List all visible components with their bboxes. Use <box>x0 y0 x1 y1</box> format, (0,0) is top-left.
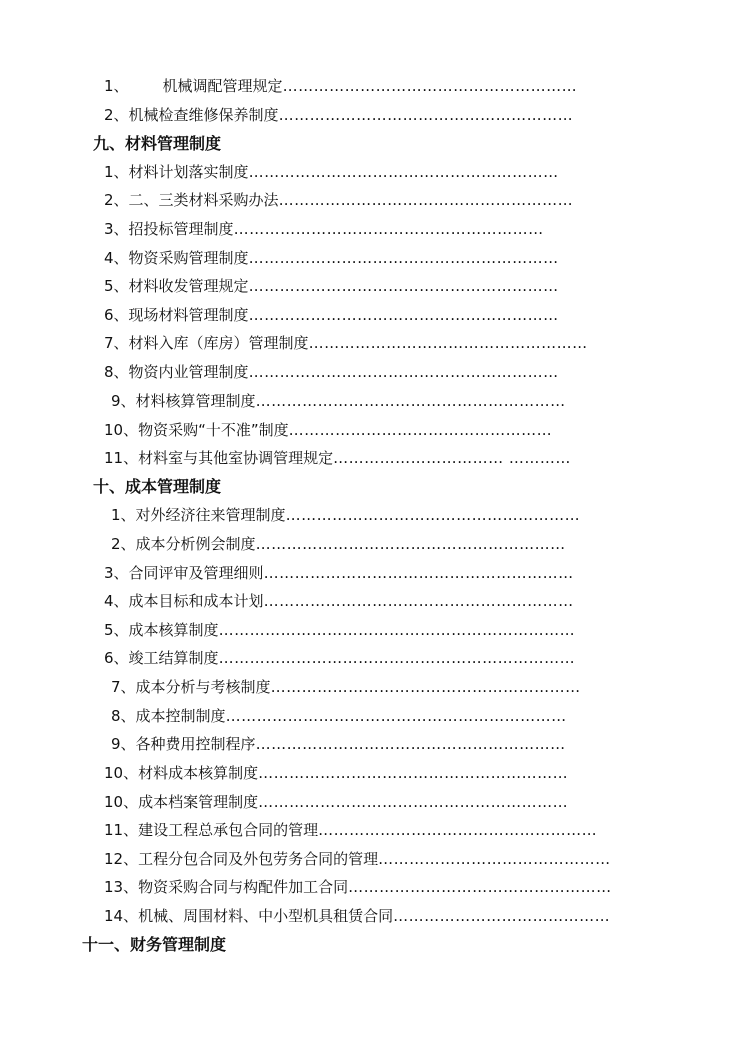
toc-entry-number: 14、 <box>104 907 139 925</box>
toc-leader-dots: …………………………………………… <box>348 878 612 896</box>
toc-leader-dots: …………………………………………… <box>288 421 553 439</box>
toc-leader-dots: …………………………………………………… <box>255 535 566 553</box>
toc-leader-dots: …………………………………………………………… <box>218 621 576 639</box>
toc-leader-dots: …………………………………………………… <box>258 793 569 811</box>
toc-entry <box>104 560 574 586</box>
toc-entry-number: 11、 <box>104 821 139 839</box>
toc-entry <box>104 73 577 99</box>
toc-entry <box>104 302 559 328</box>
toc-entry-title: 机械检查维修保养制度 <box>128 106 279 124</box>
toc-entry-title: 材料收发管理规定 <box>128 277 249 295</box>
toc-entry <box>104 245 559 271</box>
toc-entry-number: 7、 <box>104 334 129 352</box>
toc-entry-title: 材料室与其他室协调管理规定 <box>138 449 334 467</box>
toc-entry <box>104 445 571 471</box>
toc-entry-title: 建设工程总承包合同的管理 <box>138 821 319 839</box>
section-heading: 九、材料管理制度 <box>93 134 222 153</box>
toc-entry <box>104 159 559 185</box>
toc-entry-number: 8、 <box>104 363 129 381</box>
toc-entry <box>104 617 575 643</box>
toc-leader-dots: ………………………………………………………… <box>225 707 567 725</box>
toc-entry <box>111 502 580 528</box>
toc-entry-title: 材料计划落实制度 <box>128 163 249 181</box>
toc-entry-number: 6、 <box>104 649 129 667</box>
toc-leader-dots: ……………………………………… <box>378 850 611 868</box>
toc-entry-title: 各种费用控制程序 <box>135 735 256 753</box>
toc-leader-dots: ……………………………………………… <box>318 821 598 839</box>
toc-leader-dots: …………………………………………………… <box>248 277 559 295</box>
toc-leader-dots: …………………………………………………… <box>255 735 566 753</box>
toc-leader-dots: …………………………………… <box>393 907 611 925</box>
toc-entry-number: 2、 <box>104 191 129 209</box>
toc-entry <box>104 359 559 385</box>
toc-entry <box>111 531 566 557</box>
toc-entry-number: 5、 <box>104 277 129 295</box>
toc-entry-number: 11、 <box>104 449 139 467</box>
toc-entry <box>111 703 567 729</box>
toc-entry-title: 成本分析与考核制度 <box>135 678 271 696</box>
toc-entry-number: 13、 <box>104 878 139 896</box>
toc-entry <box>104 330 588 356</box>
toc-entry <box>104 417 552 443</box>
toc-entry-title: 材料成本核算制度 <box>138 764 259 782</box>
toc-leader-dots: ……………………………………………… <box>308 334 588 352</box>
toc-entry-title: 材料入库（库房）管理制度 <box>128 334 309 352</box>
toc-entry-title: 机械调配管理规定 <box>162 77 283 95</box>
toc-leader-dots: …………………………………………………… <box>263 564 574 582</box>
toc-entry <box>104 273 559 299</box>
toc-entry <box>104 588 574 614</box>
toc-entry-number: 8、 <box>111 707 136 725</box>
toc-entry-number: 9、 <box>111 735 136 753</box>
toc-leader-dots: ………………………………………………… <box>278 106 574 124</box>
toc-entry-title: 工程分包合同及外包劳务合同的管理 <box>138 850 379 868</box>
toc-entry <box>104 903 610 929</box>
toc-entry-number: 3、 <box>104 220 129 238</box>
toc-entry-number: 10、 <box>104 421 139 439</box>
toc-entry-title: 物资采购管理制度 <box>128 249 249 267</box>
toc-entry-title: 对外经济往来管理制度 <box>135 506 286 524</box>
toc-leader-dots: …………………………………………………… <box>248 249 559 267</box>
toc-entry-title: 竣工结算制度 <box>128 649 219 667</box>
toc-entry-title: 成本档案管理制度 <box>138 793 259 811</box>
toc-leader-dots: …………………………………………………… <box>248 363 559 381</box>
toc-entry <box>104 817 597 843</box>
toc-entry-number: 4、 <box>104 249 129 267</box>
toc-entry-number: 10、 <box>104 793 139 811</box>
toc-leader-dots: …………………………………………………… <box>258 764 569 782</box>
toc-entry-number: 7、 <box>111 678 136 696</box>
toc-leader-dots: …………………………………………………………… <box>218 649 576 667</box>
toc-leader-dots: …………………………………………………… <box>248 306 559 324</box>
toc-entry-title: 机械、周围材料、中小型机具租赁合同 <box>138 907 394 925</box>
toc-leader-dots: …………………………………………………… <box>263 592 574 610</box>
toc-entry-title: 合同评审及管理细则 <box>128 564 264 582</box>
toc-entry-title: 招投标管理制度 <box>128 220 234 238</box>
toc-entry-title: 物资采购“十不准”制度 <box>138 421 289 439</box>
toc-entry-number: 9、 <box>111 392 136 410</box>
toc-entry <box>104 846 611 872</box>
toc-entry-title: 二、三类材料采购办法 <box>128 191 279 209</box>
toc-entry-number: 6、 <box>104 306 129 324</box>
toc-entry-number: 10、 <box>104 764 139 782</box>
toc-entry <box>104 874 612 900</box>
toc-entry-number: 3、 <box>104 564 129 582</box>
toc-leader-dots: ………………………………………………… <box>278 191 574 209</box>
toc-entry-number: 1、 <box>104 77 129 95</box>
toc-entry-title: 材料核算管理制度 <box>135 392 256 410</box>
toc-entry-title: 成本核算制度 <box>128 621 219 639</box>
toc-entry-number: 1、 <box>104 163 129 181</box>
toc-entry <box>104 645 575 671</box>
toc-entry-number: 1、 <box>111 506 136 524</box>
toc-leader-dots: …………………………… ………… <box>333 449 571 467</box>
toc-entry <box>104 789 568 815</box>
toc-leader-dots: ………………………………………………… <box>282 77 578 95</box>
toc-entry-title: 物资内业管理制度 <box>128 363 249 381</box>
toc-entry-number: 4、 <box>104 592 129 610</box>
toc-entry <box>104 102 573 128</box>
toc-entry-title: 成本目标和成本计划 <box>128 592 264 610</box>
toc-leader-dots: …………………………………………………… <box>248 163 559 181</box>
toc-entry <box>104 760 568 786</box>
toc-entry-title: 成本控制制度 <box>135 707 226 725</box>
toc-entry <box>104 216 544 242</box>
toc-entry-title: 成本分析例会制度 <box>135 535 256 553</box>
toc-leader-dots: …………………………………………………… <box>270 678 581 696</box>
toc-entry-number: 2、 <box>104 106 129 124</box>
toc-entry <box>111 731 566 757</box>
toc-entry-title: 物资采购合同与构配件加工合同 <box>138 878 349 896</box>
toc-leader-dots: …………………………………………………… <box>233 220 544 238</box>
toc-entry-number: 5、 <box>104 621 129 639</box>
toc-entry-title: 现场材料管理制度 <box>128 306 249 324</box>
toc-entry-number: 2、 <box>111 535 136 553</box>
toc-leader-dots: ………………………………………………… <box>285 506 581 524</box>
toc-entry-number: 12、 <box>104 850 139 868</box>
toc-entry <box>104 187 573 213</box>
section-heading: 十一、财务管理制度 <box>82 935 227 954</box>
toc-leader-dots: …………………………………………………… <box>255 392 566 410</box>
toc-entry <box>111 674 581 700</box>
section-heading: 十、成本管理制度 <box>93 477 222 496</box>
toc-entry <box>111 388 566 414</box>
